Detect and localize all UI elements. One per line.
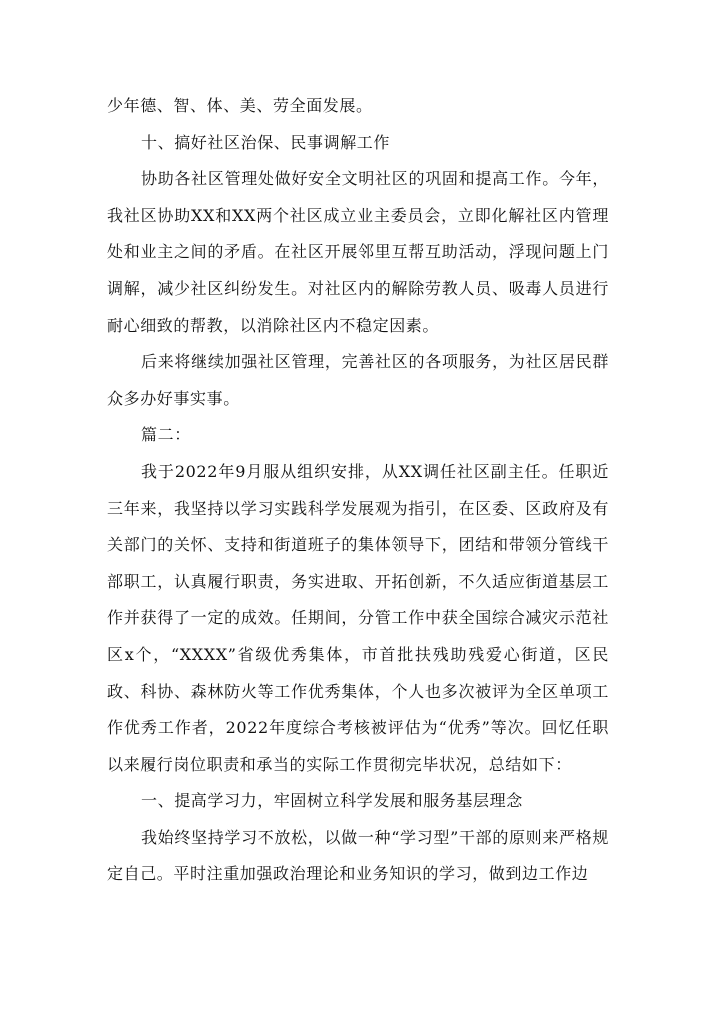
paragraph-appointment-summary: 我于2022年9月服从组织安排，从XX调任社区副主任。任职近三年来，我坚持以学习实践科学发展观为指引，在区委、区政府及有关部门的关怀、支持和街道班子的集体领导下，团结和带领分管线干部职工，认真履行职责，务实进取、开拓创新，不久适应街道基层工作并获得了一定的成效。任期间，分管工作中获全国综合减灾示范社区x个，“XXXX”省级优秀集体，市首批扶残助残爱心街道，区民政、科协、森林防火等工作优秀集体，个人也多次被评为全区单项工作优秀工作者，2022年度综合考核被评估为“优秀”等次。回忆任职以来履行岗位职责和承当的实际工作贯彻完毕状况，总结如下：: [107, 461, 609, 774]
section-heading-ten: 十、搞好社区治保、民事调解工作: [141, 132, 391, 152]
paragraph-continued-text: 少年德、智、体、美、劳全面发展。: [107, 96, 373, 115]
section-heading-part-two: 篇二：: [141, 425, 191, 445]
paragraph-community-security: 协助各社区管理处做好安全文明社区的巩固和提高工作。今年，我社区协助XX和XX两个社区成立业主委员会，立即化解社区内管理处和业主之间的矛盾。在社区开展邻里互帮互助活动，浮现问题上门调解，减少社区纠纷发生。对社区内的解除劳教人员、吸毒人员进行耐心细致的帮教，以消除社区内不稳定因素。: [107, 169, 609, 335]
paragraph-future-plan: 后来将继续加强社区管理，完善社区的各项服务，为社区居民群众多办好事实事。: [107, 352, 609, 408]
paragraph-learning: 我始终坚持学习不放松，以做一种“学习型”干部的原则来严格规定自己。平时注重加强政治理论和业务知识的学习，做到边工作边: [107, 827, 609, 884]
document-body: [107, 88, 609, 893]
section-heading-learning: 一、提高学习力，牢固树立科学发展和服务基层理念: [141, 791, 523, 811]
